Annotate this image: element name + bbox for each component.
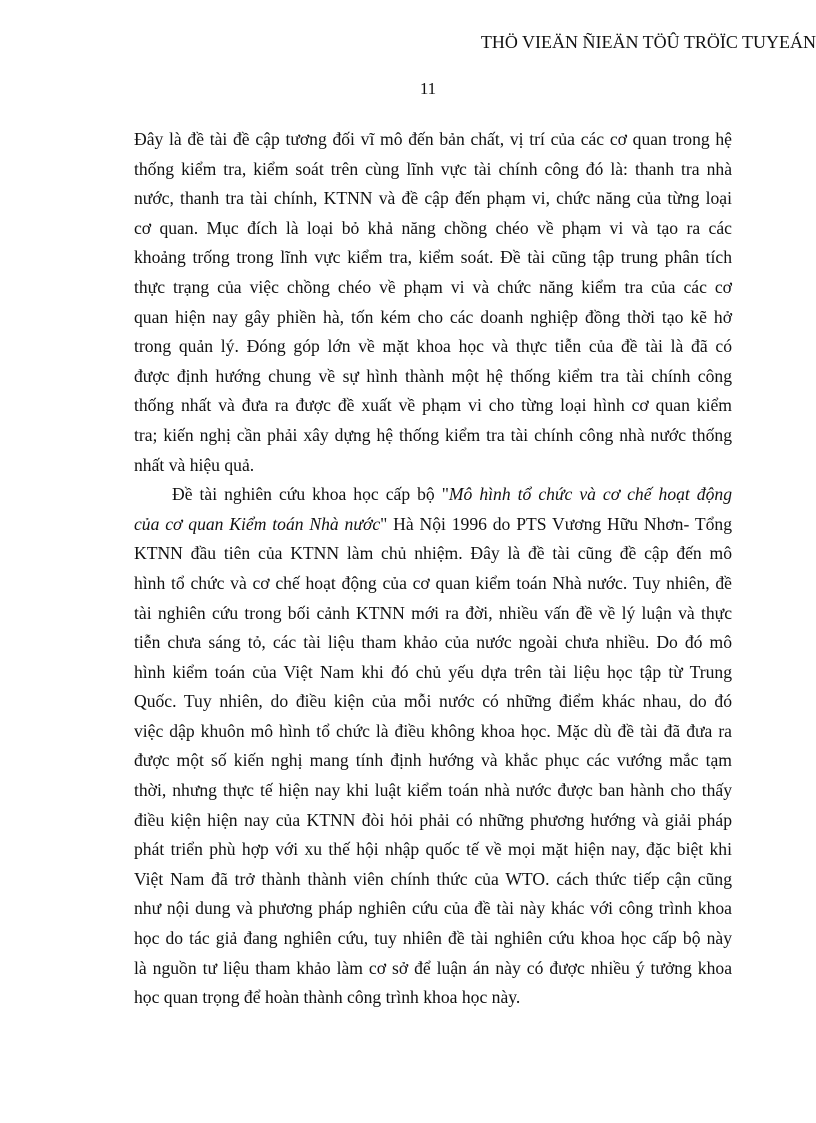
paragraph-line: tiễn chưa sáng tỏ, các tài liệu tham khảo của nước ngoài chưa nhiều. Do đó mô	[134, 632, 732, 653]
after-title-text: " Hà Nội 1996 do PTS Vương Hữu Nhơn- Tổng	[380, 513, 732, 534]
paragraph-line: trong quản lý. Đóng góp lớn về mặt khoa học và thực tiễn của đề tài là đã có	[134, 336, 732, 357]
paragraph-line: quan hiện nay gây phiền hà, tốn kém cho các doanh nghiệp đồng thời tạo kẽ hở	[134, 306, 732, 327]
paragraph-line: thực trạng của việc chồng chéo về phạm vi và chức năng kiểm tra của các cơ	[134, 276, 732, 297]
italic-title-part-1: Mô hình tổ chức và cơ chế hoạt động	[448, 484, 732, 505]
paragraph-line: việc dập khuôn mô hình tổ chức là điều không khoa học. Mặc dù đề tài đã đưa ra	[134, 720, 732, 741]
paragraph-line: thời, nhưng thực tế hiện nay khi luật kiểm toán nhà nước được ban hành cho thấy	[134, 780, 732, 801]
paragraph-line: cơ quan. Mục đích là loại bỏ khả năng chồng chéo về phạm vi và tạo ra các	[134, 217, 732, 238]
paragraph-line: học do tác giả đang nghiên cứu, tuy nhiên đề tài nghiên cứu khoa học cấp bộ này	[134, 928, 732, 949]
paragraph-line: Quốc. Tuy nhiên, do điều kiện của mỗi nước có những điểm khác nhau, do đó	[134, 691, 732, 712]
paragraph-line: nhất và hiệu quả.	[134, 454, 255, 475]
paragraph-line: được một số kiến nghị mang tính định hướng và khắc phục các vướng mắc tạm	[134, 750, 732, 771]
paragraph-line: điều kiện hiện nay của KTNN đòi hỏi phải có những phương hướng và giải pháp	[134, 809, 732, 830]
paragraph-line: học quan trọng để hoàn thành công trình khoa học này.	[134, 987, 521, 1008]
paragraph-line: Việt Nam đã trở thành thành viên chính thức của WTO. cách thức tiếp cận cũng	[134, 868, 732, 889]
paragraph-line: KTNN đầu tiên của KTNN làm chủ nhiệm. Đây là đề tài cũng đề cập đến mô	[134, 543, 732, 564]
paragraph-line: hình tổ chức và cơ chế hoạt động của cơ quan kiểm toán Nhà nước. Tuy nhiên, đề	[134, 572, 732, 593]
paragraph-line: thống kiểm tra, kiểm soát trên cùng lĩnh vực tài chính công đó là: thanh tra nhà	[134, 158, 732, 179]
paragraph-line: hình kiểm toán của Việt Nam khi đó chủ yếu dựa trên tài liệu học tập từ Trung	[134, 661, 732, 682]
paragraph-line	[134, 480, 732, 510]
page-header: THÖ VIEÄN ÑIEÄN TÖÛ TRÖÏC TUYEÁN	[480, 32, 816, 52]
paragraph-line: Đây là đề tài đề cập tương đối vĩ mô đến bản chất, vị trí của các cơ quan trong hệ	[134, 129, 732, 149]
paragraph-line: là nguồn tư liệu tham khảo làm cơ sở để luận án này có được nhiều ý tưởng khoa	[134, 957, 732, 978]
paragraph-2	[134, 480, 732, 1013]
paragraph-line: tra; kiến nghị cần phải xây dựng hệ thống kiểm tra tài chính công nhà nước thống	[134, 424, 732, 445]
paragraph-line: thống nhất và đưa ra được đề xuất về phạm vi cho từng loại hình cơ quan kiểm	[134, 395, 732, 416]
paragraph-line: được định hướng chung về sự hình thành một hệ thống kiểm tra tài chính công	[134, 365, 732, 386]
paragraph-line: như nội dung và phương pháp nghiên cứu của đề tài này khác với công trình khoa	[134, 898, 732, 919]
paragraph-line: nước, thanh tra tài chính, KTNN và đề cập đến phạm vi, chức năng của từng loại	[134, 188, 732, 209]
paragraph-line: khoảng trống trong lĩnh vực kiểm tra, kiểm soát. Đề tài cũng tập trung phân tích	[134, 247, 732, 268]
intro-text: Đề tài nghiên cứu khoa học cấp bộ "	[172, 484, 449, 505]
paragraph-line	[134, 510, 732, 540]
italic-title-part-2: của cơ quan Kiểm toán Nhà nước	[134, 513, 381, 534]
paragraph-1	[134, 125, 732, 480]
page-number: 11	[419, 79, 437, 98]
paragraph-line: tài nghiên cứu trong bối cảnh KTNN mới ra đời, nhiều vấn đề về lý luận và thực	[134, 602, 732, 623]
document-body	[134, 125, 732, 1013]
paragraph-line: phát triển phù hợp với xu thế hội nhập quốc tế về mọi mặt hiện nay, đặc biệt khi	[134, 839, 732, 860]
